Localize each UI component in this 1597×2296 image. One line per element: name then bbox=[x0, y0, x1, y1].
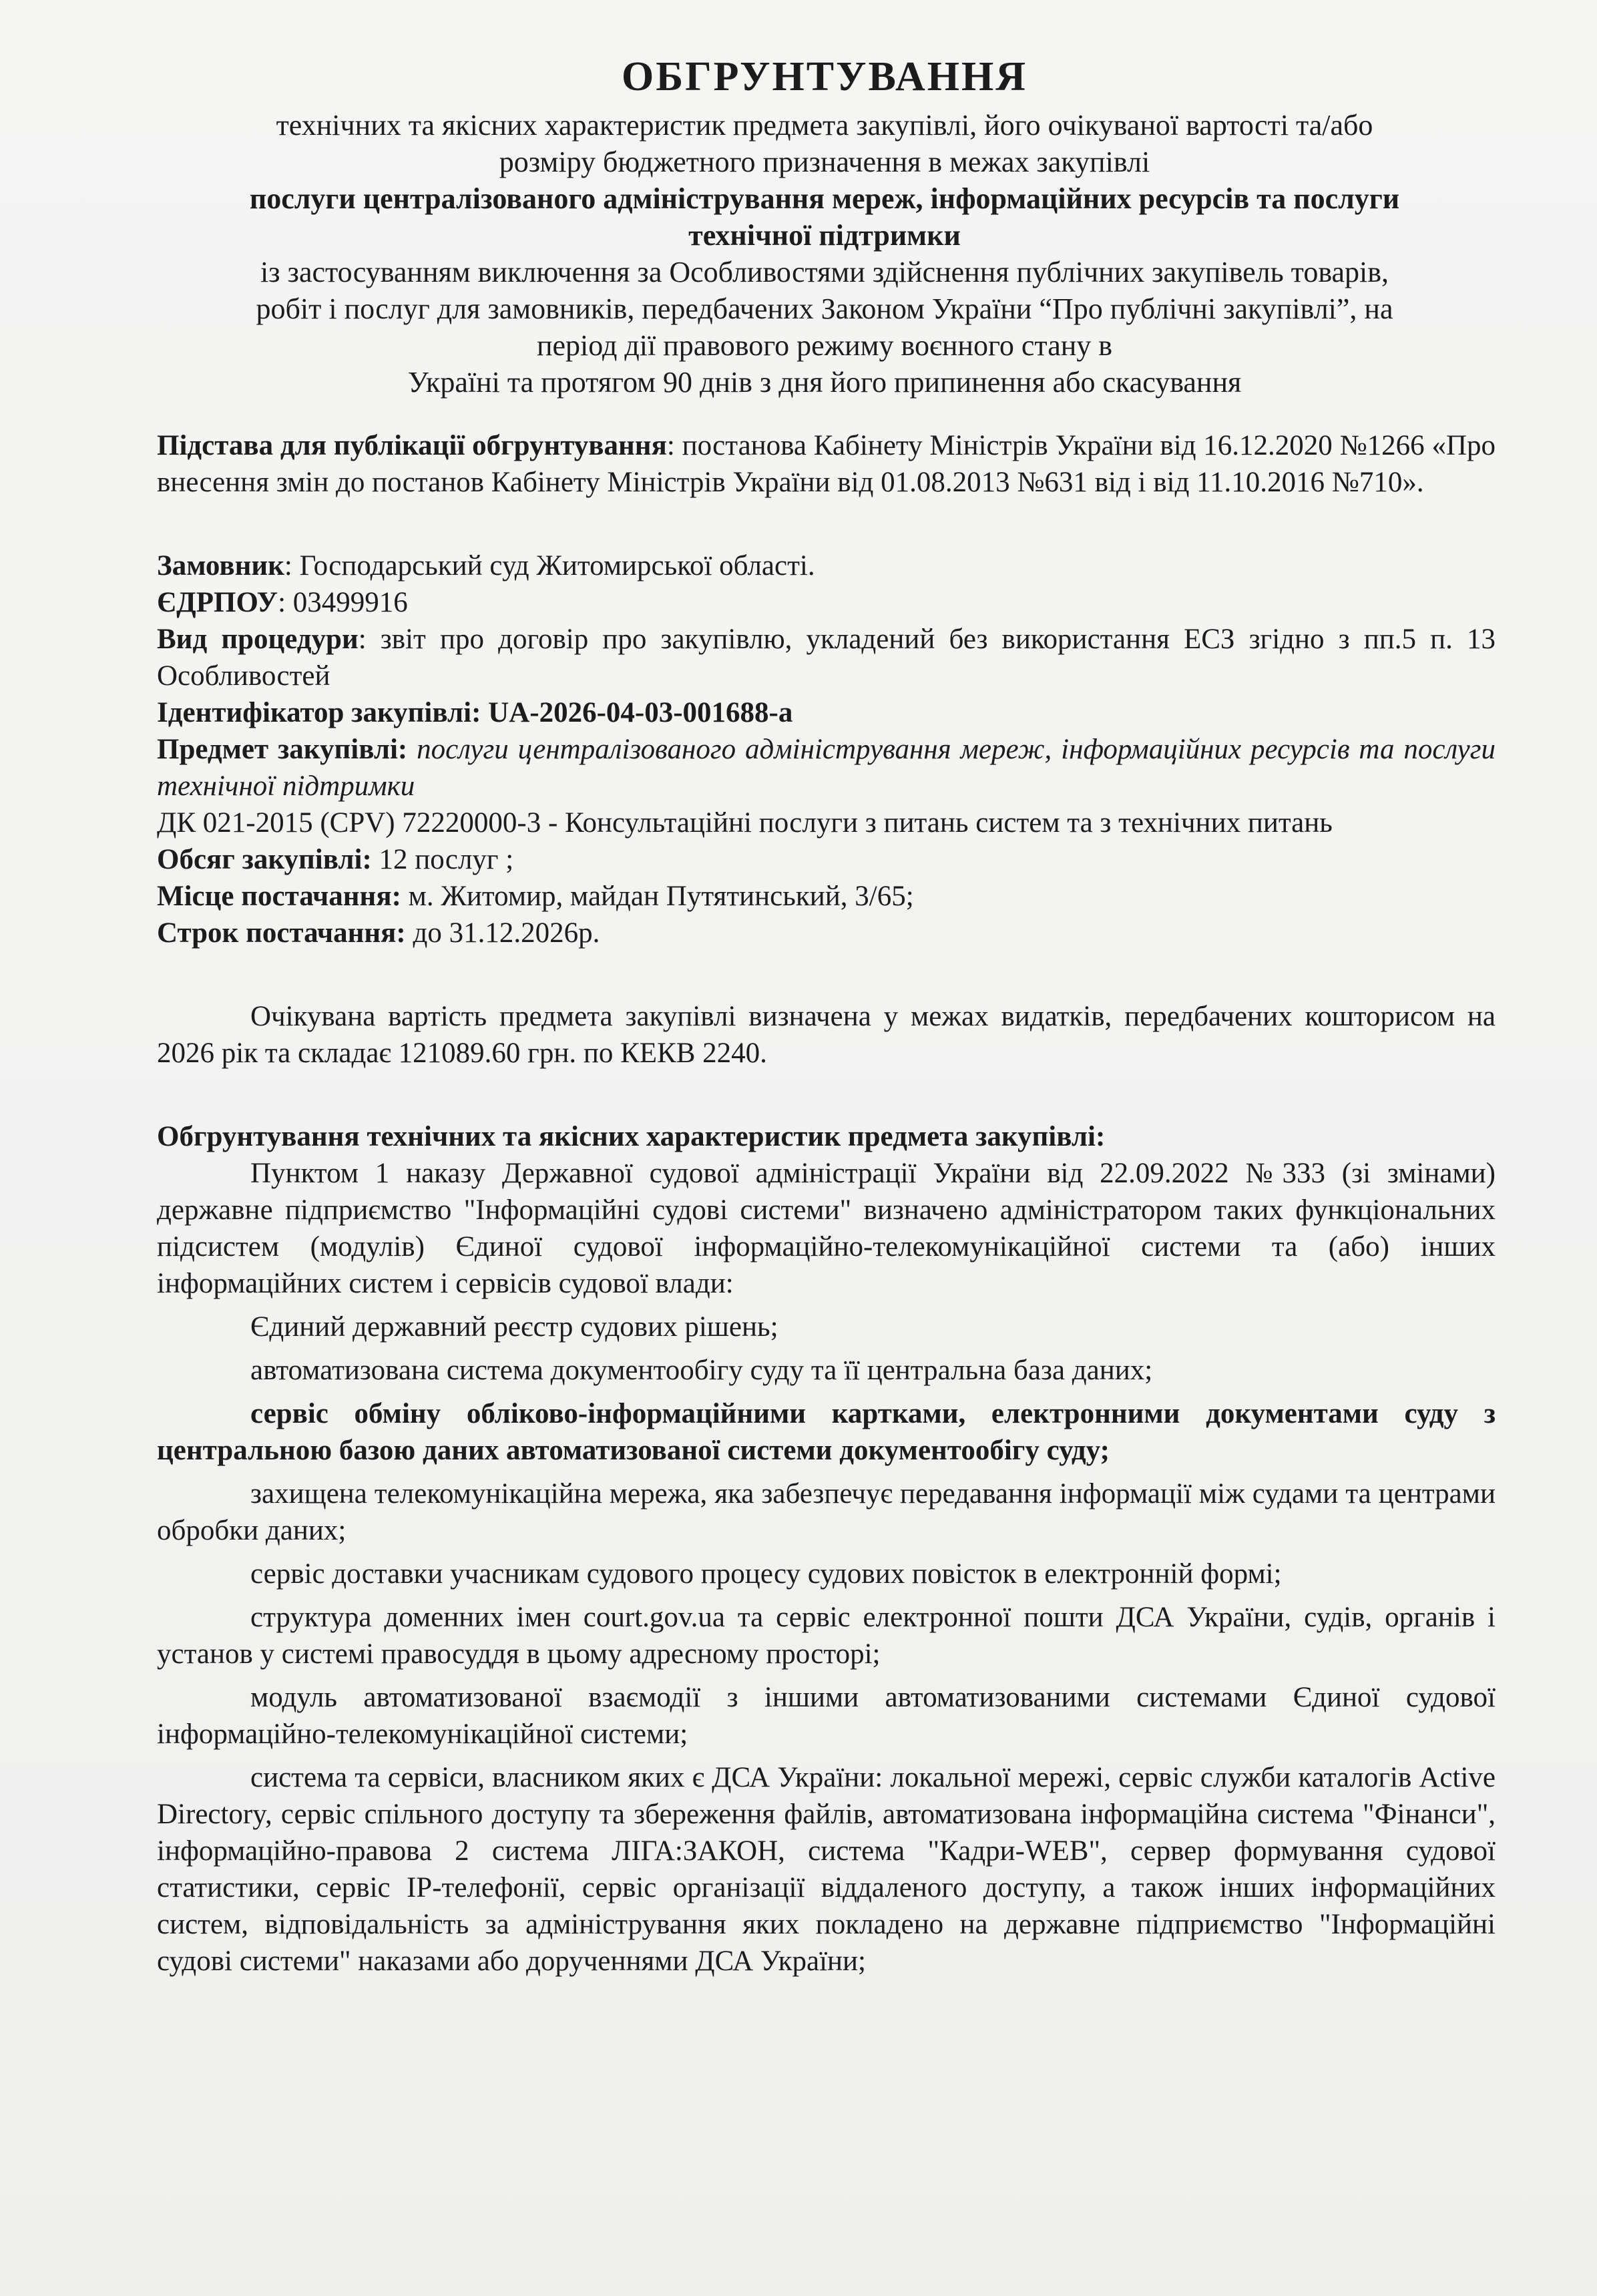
customer-label: Замовник bbox=[157, 550, 284, 582]
header-line-8: Україні та протягом 90 днів з дня його припинення або скасування bbox=[407, 366, 1242, 399]
term-label: Строк постачання: bbox=[157, 917, 406, 949]
cpv-row: ДК 021-2015 (CPV) 72220000-3 - Консультаційні послуги з питань систем та з технічних питань bbox=[157, 807, 1333, 839]
header-line-6: робіт і послуг для замовників, передбачених Законом України “Про публічні закупівлі”, на bbox=[256, 292, 1393, 325]
header-line-7: період дії правового режиму воєнного стану в bbox=[536, 329, 1113, 362]
document-header bbox=[160, 47, 1489, 401]
expected-cost-paragraph: Очікувана вартість предмета закупівлі визначена у межах видатків, передбачених кошторисом на 2026 рік та складає 121089.60 грн. по КЕКВ 2240. bbox=[157, 1001, 1496, 1069]
edrpou-row bbox=[157, 584, 1496, 621]
list-item: Єдиний державний реєстр судових рішень; bbox=[250, 1311, 778, 1343]
identifier-row bbox=[157, 694, 1496, 731]
customer-row bbox=[157, 547, 1496, 584]
list-item: модуль автоматизованої взаємодії з іншими автоматизованими системами Єдиної судової інформаційно-телекомунікаційної системи; bbox=[157, 1682, 1496, 1750]
list-item: автоматизована система документообігу суду та її центральна база даних; bbox=[250, 1355, 1153, 1386]
header-line-3: послуги централізованого адміністрування мереж, інформаційних ресурсів та послуги bbox=[249, 182, 1400, 215]
justification-intro: Пунктом 1 наказу Державної судової адміністрації України від 22.09.2022 №333 (зі змінами) державне підприємство "Інформаційні судові системи" визначено адміністратором таких функціональних підсистем (модулів) Єдиної судової інформаційно-телекомунікаційної системи та (або) інших інформаційних систем і сервісів судової влади: bbox=[157, 1158, 1496, 1299]
term-value: до 31.12.2026р. bbox=[405, 917, 600, 949]
subject-value: послуги централізованого адміністрування мереж, інформаційних ресурсів та послуги технічної підтримки bbox=[157, 734, 1496, 802]
list-item: сервіс доставки учасникам судового процесу судових повісток в електронній формі; bbox=[250, 1558, 1282, 1590]
term-row bbox=[157, 915, 1496, 951]
header-line-4: технічної підтримки bbox=[688, 219, 961, 252]
identifier-label: Ідентифікатор закупівлі: bbox=[157, 697, 481, 728]
basis-label: Підстава для публікації обгрунтування bbox=[157, 430, 667, 461]
identifier-value: UA-2026-04-03-001688-a bbox=[481, 697, 793, 728]
header-line-2: розміру бюджетного призначення в межах закупівлі bbox=[499, 146, 1150, 178]
document-title: ОБГРУНТУВАННЯ bbox=[621, 54, 1028, 99]
subject-row bbox=[157, 731, 1496, 805]
basis-paragraph bbox=[157, 427, 1496, 501]
place-row bbox=[157, 878, 1496, 915]
procedure-label: Вид процедури bbox=[157, 624, 359, 655]
customer-value: : Господарський суд Житомирської області. bbox=[284, 550, 815, 582]
list-item: структура доменних імен court.gov.ua та сервіс електронної пошти ДСА України, судів, органів і установ у системі правосуддя в цьому адресному просторі; bbox=[157, 1602, 1496, 1670]
volume-value: 12 послуг ; bbox=[371, 844, 514, 875]
place-label: Місце постачання: bbox=[157, 881, 401, 912]
header-line-5: із застосуванням виключення за Особливостями здійснення публічних закупівель товарів, bbox=[260, 256, 1389, 288]
procedure-row bbox=[157, 621, 1496, 694]
procedure-value: : звіт про договір про закупівлю, укладений без використання ЕСЗ згідно з пп.5 п. 13 Особливостей bbox=[157, 624, 1496, 692]
list-item: сервіс обміну обліково-інформаційними картками, електронними документами суду з центральною базою даних автоматизованої системи документообігу суду; bbox=[157, 1398, 1496, 1466]
basis-text: : постанова Кабінету Міністрів України від 16.12.2020 №1266 «Про внесення змін до постанов Кабінету Міністрів України від 01.08.2013 №631 від і від 11.10.2016 №710». bbox=[157, 430, 1496, 498]
justification-heading: Обгрунтування технічних та якісних характеристик предмета закупівлі: bbox=[157, 1121, 1106, 1152]
edrpou-value: : 03499916 bbox=[278, 587, 408, 618]
list-item: система та сервіси, власником яких є ДСА України: локальної мережі, сервіс служби каталогів Active Directory, сервіс спільного доступу та збереження файлів, автоматизована інформаційна система "Фінанси", інформаційно-правова 2 система ЛІГА:ЗАКОН, система "Кадри-WEB", сервер формування судової статистики, сервіс IP-телефонії, сервіс організації віддаленого доступу, а також інших інформаційних систем, відповідальність за адміністрування яких покладено на державне підприємство "Інформаційні судові системи" наказами або дорученнями ДСА України; bbox=[157, 1762, 1496, 1977]
volume-label: Обсяг закупівлі: bbox=[157, 844, 372, 875]
document-body bbox=[157, 427, 1496, 1980]
list-item: захищена телекомунікаційна мережа, яка забезпечує передавання інформації між судами та центрами обробки даних; bbox=[157, 1478, 1496, 1546]
subject-label: Предмет закупівлі: bbox=[157, 734, 408, 765]
edrpou-label: ЄДРПОУ bbox=[157, 587, 278, 618]
header-line-1: технічних та якісних характеристик предмета закупівлі, його очікуваної вартості та/або bbox=[276, 109, 1373, 142]
volume-row bbox=[157, 841, 1496, 878]
place-value: м. Житомир, майдан Путятинський, 3/65; bbox=[401, 881, 914, 912]
